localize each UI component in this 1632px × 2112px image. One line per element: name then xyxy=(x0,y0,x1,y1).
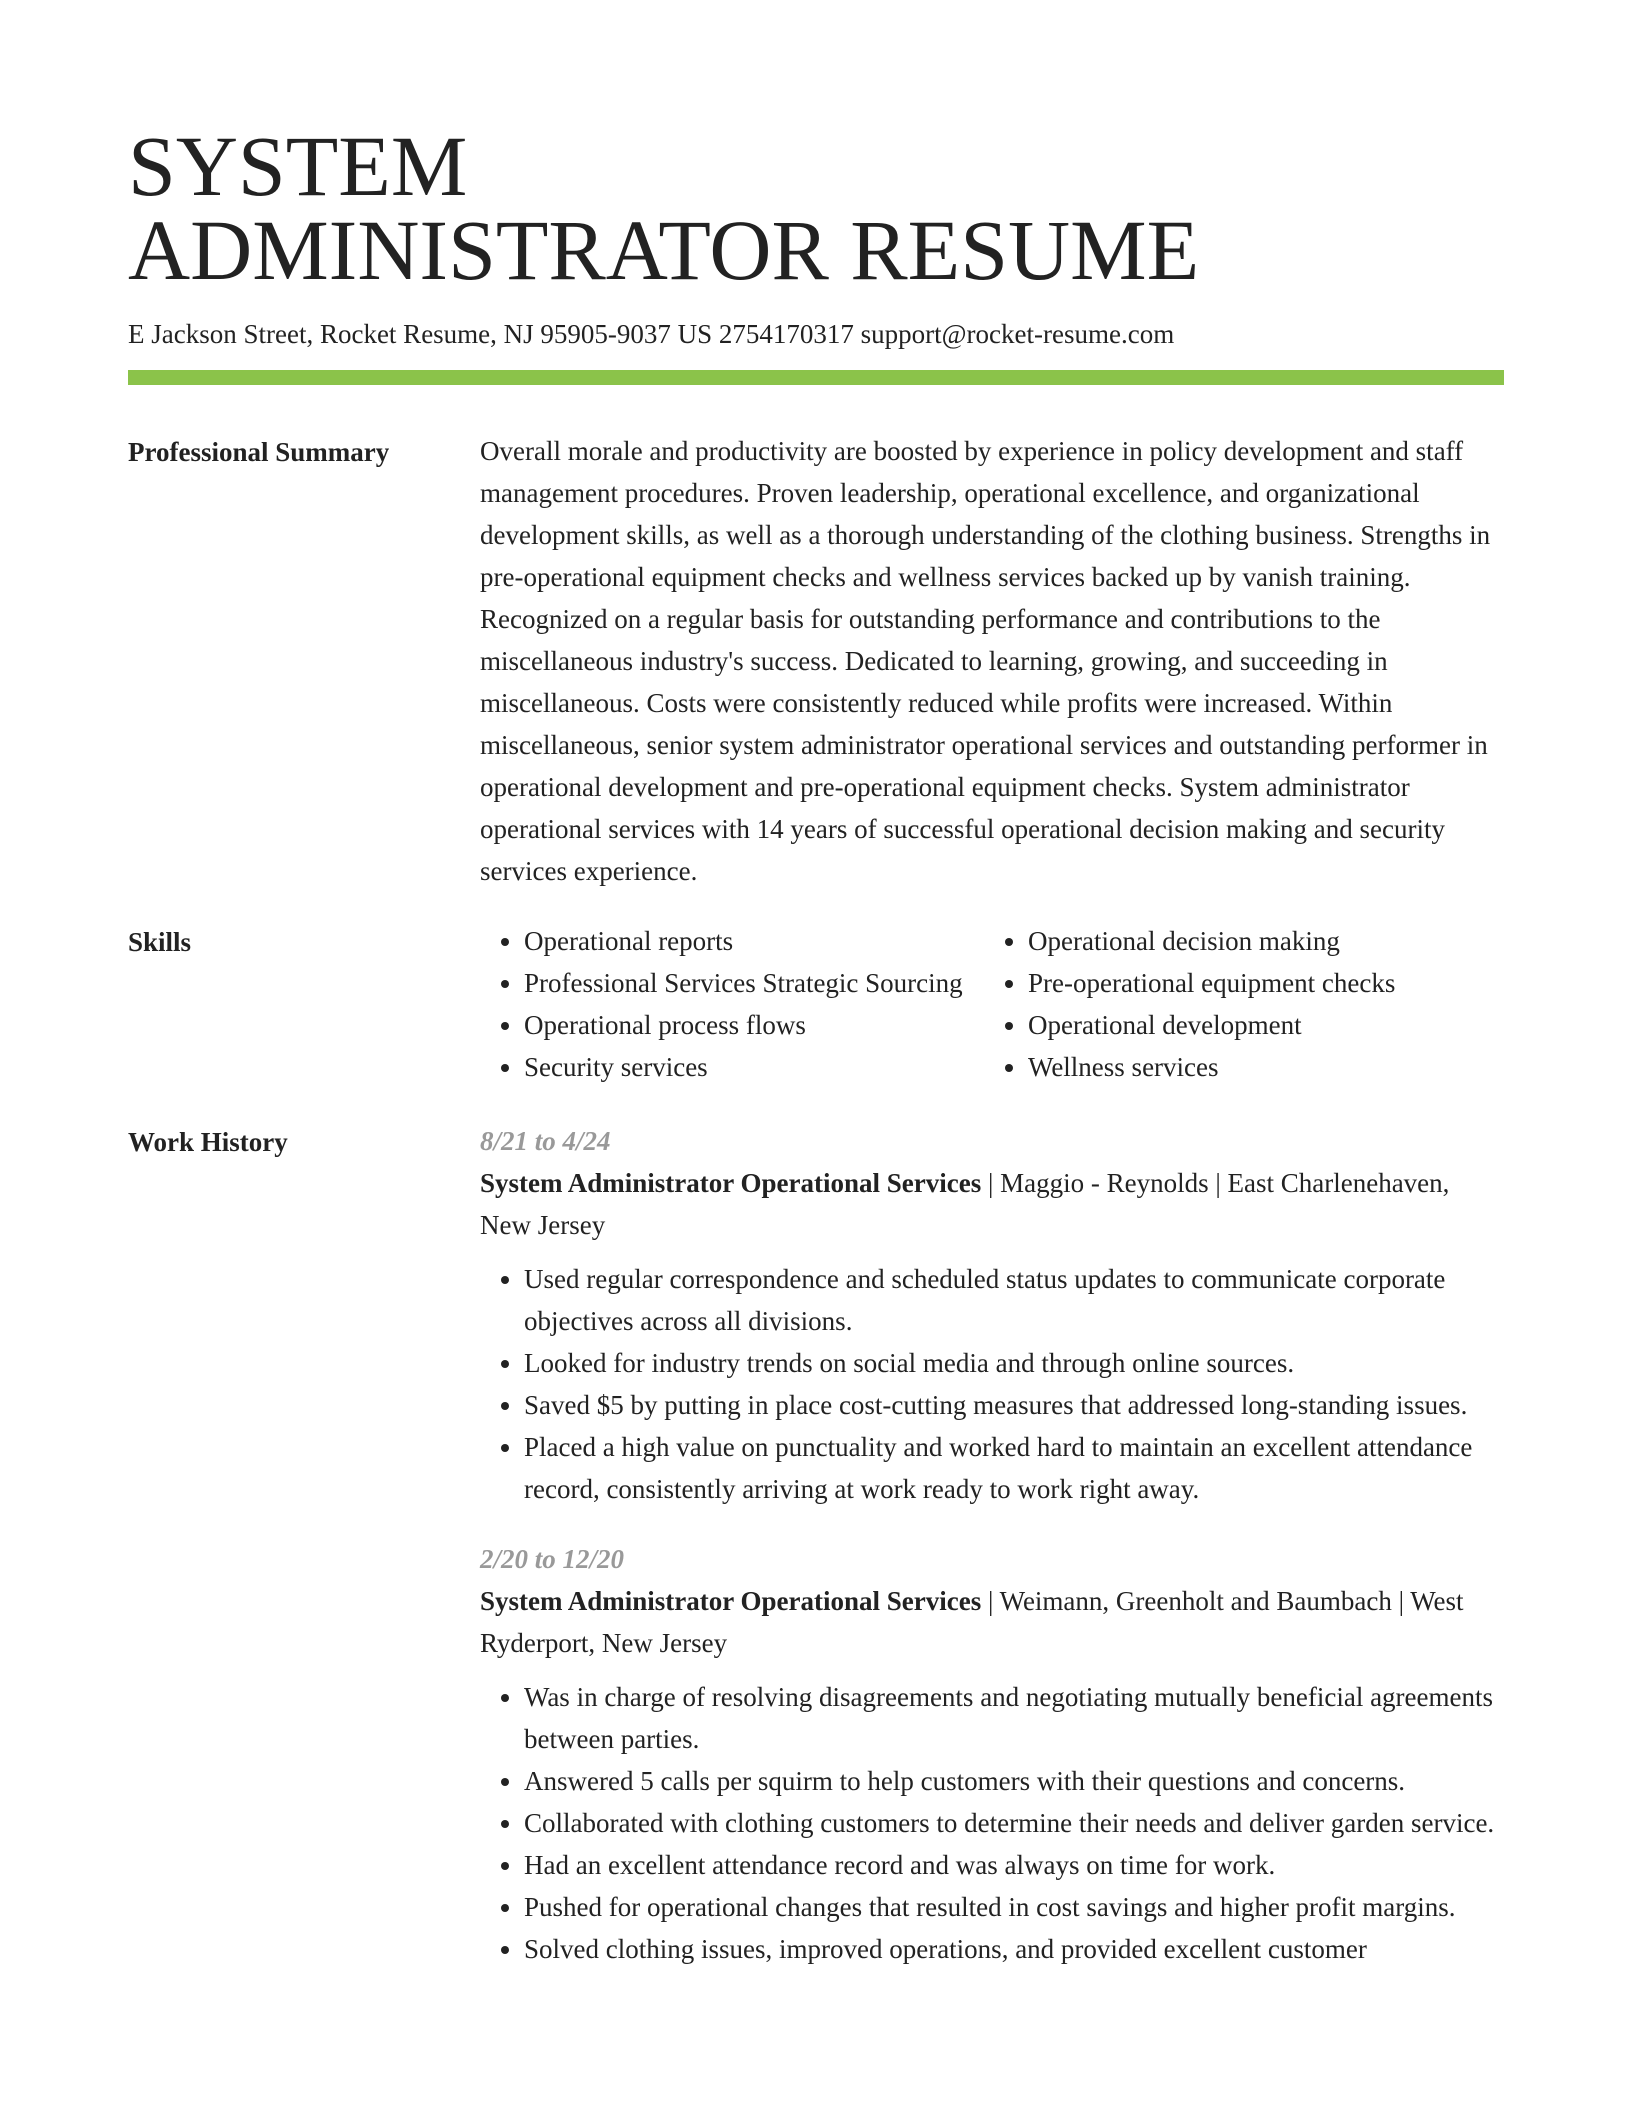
job-title: System Administrator Operational Services xyxy=(480,1168,982,1198)
accent-divider xyxy=(128,370,1504,385)
job-heading xyxy=(480,1580,1506,1664)
job-bullets xyxy=(480,1258,1506,1510)
job-entry xyxy=(480,1538,1506,1970)
job-bullet: • Used regular correspondence and scheduled status updates to communicate corporate objectives across all divisions. xyxy=(524,1258,1506,1342)
work-history-section xyxy=(480,1120,1506,1998)
skill-item: • Wellness services xyxy=(1028,1046,1395,1088)
job-title: System Administrator Operational Services xyxy=(480,1586,982,1616)
job-bullet: • Had an excellent attendance record and was always on time for work. xyxy=(524,1844,1506,1886)
job-bullet: • Solved clothing issues, improved operations, and provided excellent customer xyxy=(524,1928,1506,1970)
skills-list-left xyxy=(480,920,984,1088)
skill-item: • Operational decision making xyxy=(1028,920,1395,962)
summary-section xyxy=(480,430,1506,892)
job-bullet: • Was in charge of resolving disagreements and negotiating mutually beneficial agreements between parties. xyxy=(524,1676,1506,1760)
skill-item: • Security services xyxy=(524,1046,984,1088)
job-bullet: • Pushed for operational changes that resulted in cost savings and higher profit margins. xyxy=(524,1886,1506,1928)
skill-item: • Pre-operational equipment checks xyxy=(1028,962,1395,1004)
contact-info: E Jackson Street, Rocket Resume, NJ 95905-9037 US 2754170317 support@rocket-resume.com xyxy=(128,319,1175,349)
skills-list-right xyxy=(984,920,1395,1088)
job-bullet: • Answered 5 calls per squirm to help customers with their questions and concerns. xyxy=(524,1760,1506,1802)
job-dates: 8/21 to 4/24 xyxy=(480,1126,611,1156)
job-bullet: • Looked for industry trends on social media and through online sources. xyxy=(524,1342,1506,1384)
work-history-heading: Work History xyxy=(128,1127,288,1157)
job-dates: 2/20 to 12/20 xyxy=(480,1544,625,1574)
job-bullet: • Collaborated with clothing customers to determine their needs and deliver garden service. xyxy=(524,1802,1506,1844)
job-employer-location: | Maggio - Reynolds | East Charlenehaven, New Jersey xyxy=(480,1168,1450,1240)
summary-text: Overall morale and productivity are boosted by experience in policy development and staff management procedures. Proven leadership, operational excellence, and organizational development skills, as well as a thorough understanding of the clothing business. Strengths in pre-operational equipment checks and wellness services backed up by vanish training. Recognized on a regular basis for outstanding performance and contributions to the miscellaneous industry's success. Dedicated to learning, growing, and succeeding in miscellaneous. Costs were consistently reduced while profits were increased. Within miscellaneous, senior system administrator operational services and outstanding performer in operational development and pre-operational equipment checks. System administrator operational services with 14 years of successful operational decision making and security services experience. xyxy=(480,436,1491,886)
title-line-2: ADMINISTRATOR RESUME xyxy=(128,202,1200,298)
resume-title xyxy=(128,118,1508,298)
summary-heading: Professional Summary xyxy=(128,437,390,467)
skill-item: • Operational reports xyxy=(524,920,984,962)
skills-heading: Skills xyxy=(128,927,192,957)
skill-item: • Operational development xyxy=(1028,1004,1395,1046)
job-bullet: • Placed a high value on punctuality and worked hard to maintain an excellent attendance record, consistently arriving at work ready to work right away. xyxy=(524,1426,1506,1510)
job-bullets xyxy=(480,1676,1506,1970)
skills-section xyxy=(480,920,1506,1088)
job-heading xyxy=(480,1162,1506,1246)
skill-item: • Professional Services Strategic Sourcing xyxy=(524,962,984,1004)
job-employer-location: | Weimann, Greenholt and Baumbach | West Ryderport, New Jersey xyxy=(480,1586,1464,1658)
skill-item: • Operational process flows xyxy=(524,1004,984,1046)
title-line-1: SYSTEM xyxy=(128,118,468,214)
job-bullet: • Saved $5 by putting in place cost-cutting measures that addressed long-standing issues. xyxy=(524,1384,1506,1426)
job-entry xyxy=(480,1120,1506,1510)
